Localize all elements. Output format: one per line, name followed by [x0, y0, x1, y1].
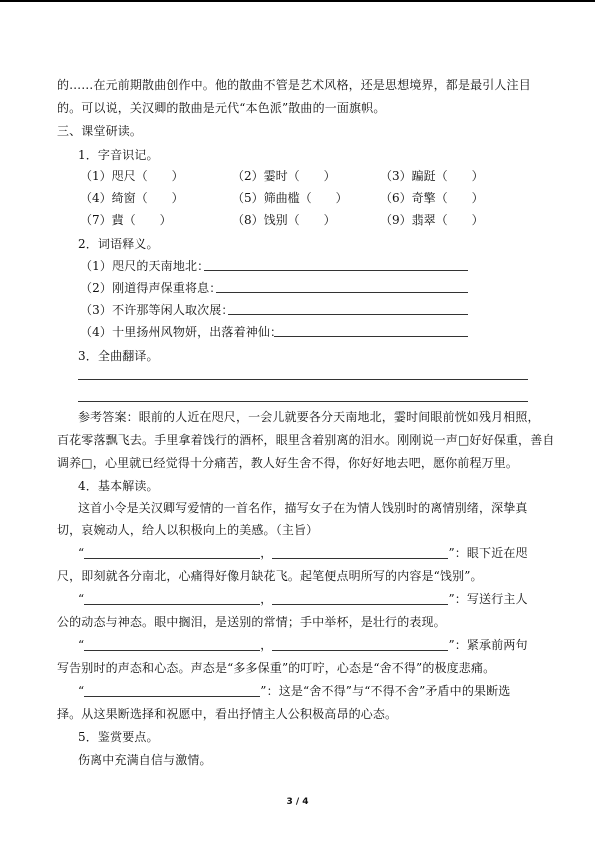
- header-rule: [0, 0, 595, 2]
- answer-blank[interactable]: [272, 638, 448, 651]
- q2-title: 2．词语释义。: [78, 237, 159, 251]
- q3-title: 3．全曲翻译。: [78, 349, 159, 363]
- intro-line-2: 的。可以说，关汉卿的散曲是元代“本色派”散曲的一面旗帜。: [57, 101, 386, 115]
- answer-blank[interactable]: [216, 292, 468, 293]
- explanation-line: 公的动态与神态。眼中搁泪，是送别的常情；手中举杯，是壮行的表现。: [57, 615, 446, 629]
- blank-tail: ”：紧承前两句: [448, 638, 528, 652]
- q2-item: （3）不许那等闲人取次展：: [80, 303, 234, 317]
- blank-tail: ”：写送行主人: [448, 592, 528, 606]
- fill-blank-row: [78, 545, 528, 561]
- section-title: 三、课堂研读。: [57, 124, 143, 138]
- answer-blank[interactable]: [204, 270, 468, 271]
- answer-blank[interactable]: [84, 546, 260, 559]
- blank-tail: ”：眼下近在咫: [448, 546, 528, 560]
- explanation-line: 尺，即刻就各分南北，心痛得好像月缺花飞。起笔便点明所写的内容是“饯别”。: [57, 569, 483, 583]
- q5-title: 5．鉴赏要点。: [78, 730, 159, 744]
- comma: ，: [260, 592, 273, 606]
- open-quote: “: [78, 638, 85, 652]
- q1-title: 1．字音识记。: [78, 148, 159, 162]
- q4-para-line-1: 这首小令是关汉卿写爱情的一首名作，描写女子在为情人饯别时的离情别绪，深挚真: [78, 501, 528, 515]
- explanation-line: 写告别时的声态和心态。声态是“多多保重”的叮咛，心态是“舍不得”的极度悲痛。: [57, 661, 496, 675]
- open-quote: “: [78, 592, 85, 606]
- answer-line-3: 调养□，心里就已经觉得十分痛苦，教人好生舍不得，你好好地去吧，愿你前程万里。: [57, 456, 519, 470]
- answer-blank[interactable]: [228, 314, 468, 315]
- open-quote: “: [78, 684, 85, 698]
- open-quote: “: [78, 546, 85, 560]
- fill-blank-row: [78, 683, 510, 699]
- answer-blank[interactable]: [84, 684, 260, 697]
- q1-item: （3）蹁跹（ ）: [380, 169, 484, 183]
- answer-blank[interactable]: [84, 592, 260, 605]
- q1-item: （8）饯别（ ）: [232, 213, 336, 227]
- q1-item: （2）霎时（ ）: [232, 169, 336, 183]
- q1-item: （4）绮窗（ ）: [80, 191, 184, 205]
- answer-blank[interactable]: [84, 638, 260, 651]
- explanation-line: 择。从这果断选择和祝愿中，看出抒情主人公积极高昂的心态。: [57, 707, 398, 721]
- answer-line[interactable]: [78, 401, 528, 402]
- fill-blank-row: [78, 591, 528, 607]
- q5-line: 伤离中充满自信与激情。: [78, 753, 212, 767]
- q1-item: （7）䩀（ ）: [80, 213, 172, 227]
- answer-blank[interactable]: [272, 592, 448, 605]
- q4-para-line-2: 切，哀婉动人，给人以积极向上的美感。（主旨）: [57, 523, 319, 537]
- q1-item: （9）翡翠（ ）: [380, 213, 484, 227]
- q1-item: （5）筛曲槛（ ）: [232, 191, 348, 205]
- answer-line-2: 百花零落飘飞去。手里拿着饯行的酒杯，眼里含着别离的泪水。刚刚说一声□好好保重，善自: [57, 433, 555, 447]
- blank-tail: ”：这是“舍不得”与“不得不舍”矛盾中的果断选: [260, 684, 511, 698]
- intro-line-1: 的……在元前期散曲创作中。他的散曲不管是艺术风格，还是思想境界，都是最引人注目: [57, 78, 531, 92]
- q4-title: 4．基本解读。: [78, 479, 159, 493]
- answer-line[interactable]: [78, 379, 528, 380]
- q1-item: （1）咫尺（ ）: [80, 169, 184, 183]
- q2-item: （4）十里扬州风物妍，出落着神仙：: [80, 325, 283, 339]
- answer-blank[interactable]: [272, 546, 448, 559]
- q1-item: （6）奇擎（ ）: [380, 191, 484, 205]
- answer-blank[interactable]: [274, 336, 468, 337]
- q2-item: （1）咫尺的天南地北：: [80, 259, 210, 273]
- answer-line-1: 参考答案：眼前的人近在咫尺，一会儿就要各分天南地北，霎时间眼前恍如残月相照，: [78, 410, 540, 424]
- comma: ，: [260, 638, 273, 652]
- page-number: 3 / 4: [286, 797, 309, 807]
- q2-item: （2）刚道得声保重将息：: [80, 281, 222, 295]
- comma: ，: [260, 546, 273, 560]
- fill-blank-row: [78, 637, 528, 653]
